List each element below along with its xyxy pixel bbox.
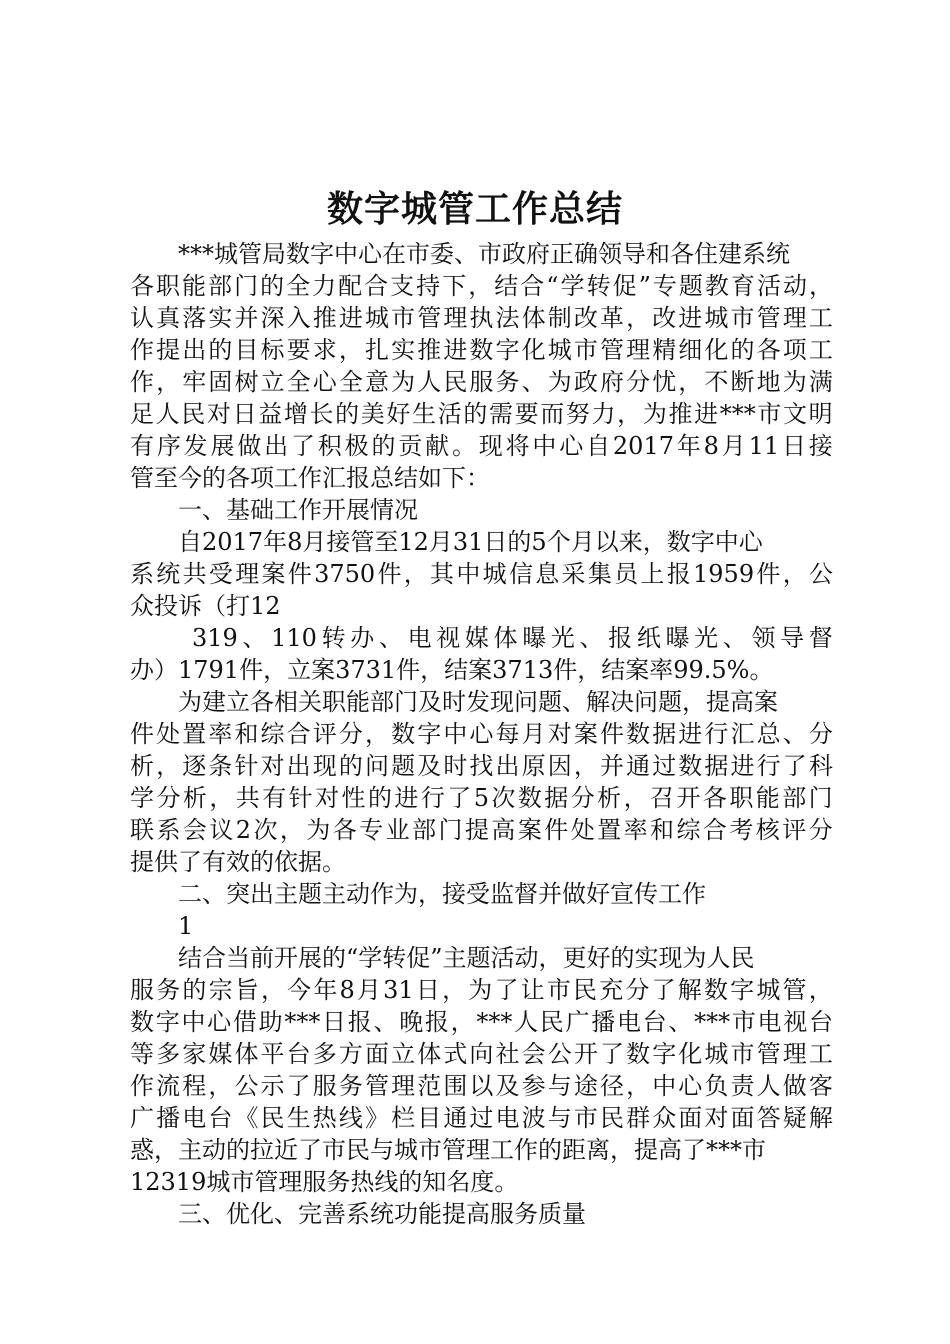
body-line: 三、优化、完善系统功能提高服务质量 bbox=[178, 1200, 586, 1228]
body-line: 自2017年8月接管至12月31日的5个月以来，数字中心 bbox=[178, 528, 763, 556]
body-line: 作 提 出 的 目 标 要 求 ， 扎 实 推 进 数 字 化 城 市 管 理 精 细 化 的 各 项 工 bbox=[130, 336, 833, 364]
body-line: 12319城市管理服务热线的知名度。 bbox=[130, 1168, 519, 1196]
body-line: 提供了有效的依据。 bbox=[130, 848, 346, 876]
body-line: 件 处 置 率 和 综 合 评 分 ， 数 字 中 心 每 月 对 案 件 数 据 进 行 汇 总 、 分 bbox=[130, 720, 833, 748]
body-line: 作 流 程 ， 公 示 了 服 务 管 理 范 围 以 及 参 与 途 径 ， 中 心 负 责 人 做 客 bbox=[130, 1072, 833, 1100]
body-line: 学 分 析 ， 共 有 针 对 性 的 进 行 了 5 次 数 据 分 析 ， 召 开 各 职 能 部 门 bbox=[130, 784, 833, 812]
body-line: 联 系 会 议 2 次 ， 为 各 专 业 部 门 提 高 案 件 处 置 率 和 综 合 考 核 评 分 bbox=[130, 816, 833, 844]
body-line: 为建立各相关职能部门及时发现问题、解决问题，提高案 bbox=[178, 688, 778, 716]
body-line: 各 职 能 部 门 的 全 力 配 合 支 持 下 ， 结 合 “ 学 转 促 ” 专 题 教 育 活 动 ， bbox=[130, 272, 833, 300]
body-line: 析 ， 逐 条 针 对 出 现 的 问 题 及 时 找 出 原 因 ， 并 通 过 数 据 进 行 了 科 bbox=[130, 752, 833, 780]
body-line: 办）1791件，立案3731件，结案3713件，结案率99.5%。 bbox=[130, 656, 774, 684]
body-line: 服 务 的 宗 旨 ， 今 年 8 月 31 日 ， 为 了 让 市 民 充 分 了 解 数 字 城 管 ， bbox=[130, 976, 833, 1004]
body-line: 1 bbox=[178, 912, 194, 940]
body-line: 一、基础工作开展情况 bbox=[178, 496, 418, 524]
body-line: 结合当前开展的“学转促”主题活动，更好的实现为人民 bbox=[178, 944, 755, 972]
body-line: 319 、 110 转 办 、 电 视 媒 体 曝 光 、 报 纸 曝 光 、 领 导 督 bbox=[192, 624, 833, 652]
body-line: 有 序 发 展 做 出 了 积 极 的 贡 献 。 现 将 中 心 自 2017 年 8 月 11 日 接 bbox=[130, 432, 833, 460]
body-line: 广 播 电 台 《 民 生 热 线 》 栏 目 通 过 电 波 与 市 民 群 众 面 对 面 答 疑 解 bbox=[130, 1104, 833, 1132]
body-line: 惑，主动的拉近了市民与城市管理工作的距离，提高了***市 bbox=[130, 1136, 766, 1164]
body-line: 足 人 民 对 日 益 增 长 的 美 好 生 活 的 需 要 而 努 力 ， 为 推 进 *** 市 文 明 bbox=[130, 400, 833, 428]
body-line: 等 多 家 媒 体 平 台 多 方 面 立 体 式 向 社 会 公 开 了 数 字 化 城 市 管 理 工 bbox=[130, 1040, 833, 1068]
body-line: 数 字 中 心 借 助 *** 日 报 、 晚 报 ， *** 人 民 广 播 电 台 、 *** 市 电 视 台 bbox=[130, 1008, 833, 1036]
body-line: 系 统 共 受 理 案 件 3750 件 ， 其 中 城 信 息 采 集 员 上 报 1959 件 ， 公 bbox=[130, 560, 833, 588]
body-line: 认 真 落 实 并 深 入 推 进 城 市 管 理 执 法 体 制 改 革 ， 改 进 城 市 管 理 工 bbox=[130, 304, 833, 332]
body-line: 众投诉（打12 bbox=[130, 592, 281, 620]
document-title: 数字城管工作总结 bbox=[326, 188, 623, 230]
body-line: 二、突出主题主动作为，接受监督并做好宣传工作 bbox=[178, 880, 706, 908]
body-line: 作 ， 牢 固 树 立 全 心 全 意 为 人 民 服 务 、 为 政 府 分 忧 ， 不 断 地 为 满 bbox=[130, 368, 833, 396]
body-line: 管至今的各项工作汇报总结如下： bbox=[130, 464, 490, 492]
body-line: ***城管局数字中心在市委、市政府正确领导和各住建系统 bbox=[178, 240, 790, 268]
